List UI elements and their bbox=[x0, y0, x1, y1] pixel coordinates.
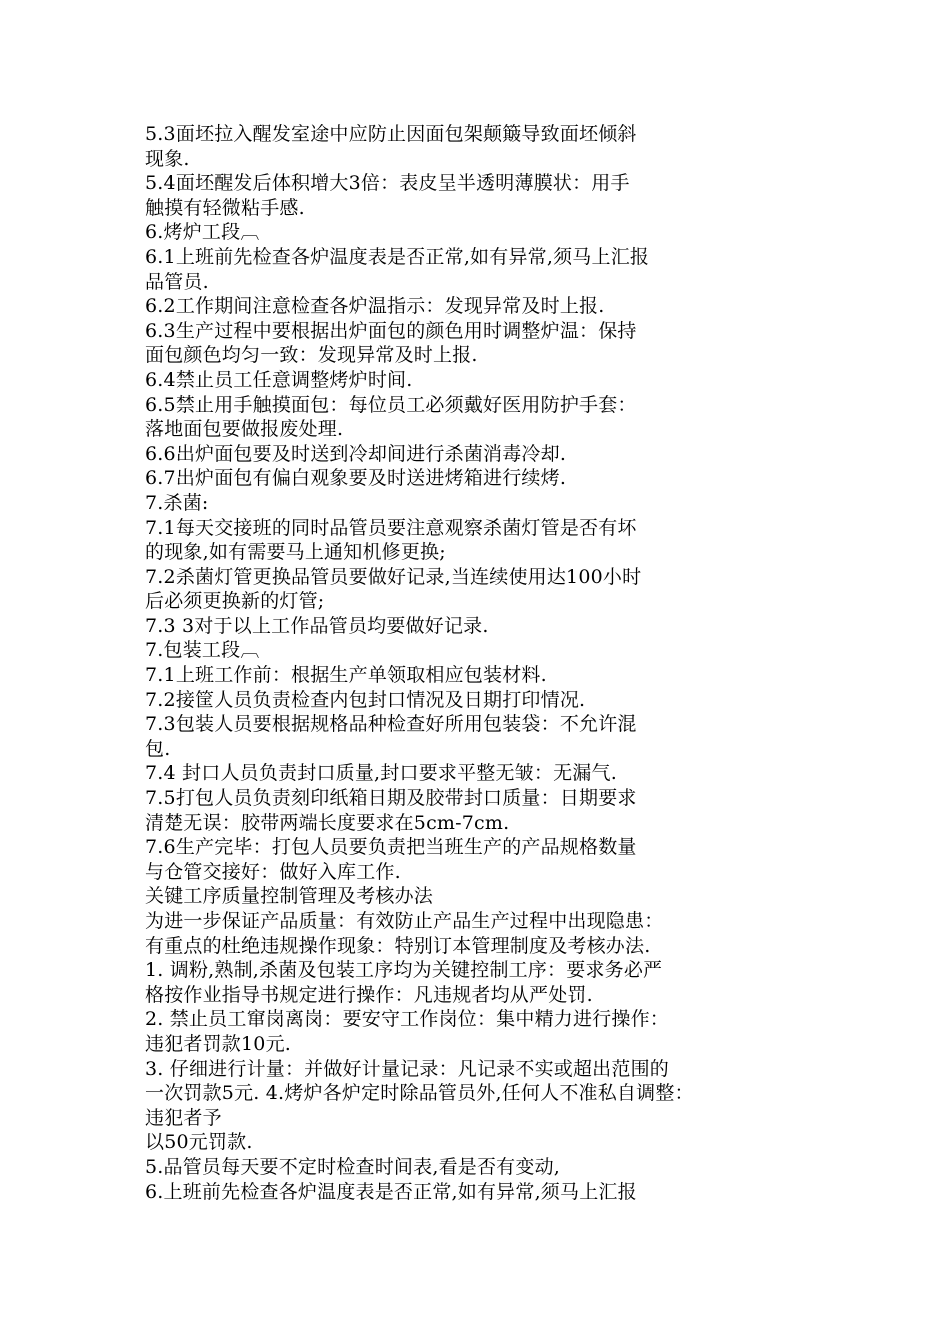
section-heading: 6.烤炉工段︹ bbox=[145, 221, 260, 244]
text-line: 为进一步保证产品质量：有效防止产品生产过程中出现隐患： bbox=[145, 910, 664, 932]
section-heading: 7.杀菌: bbox=[145, 491, 209, 514]
text-line: 6.上班前先检查各炉温度表是否正常,如有异常,须马上汇报 bbox=[145, 1180, 637, 1203]
text-line: 6.2工作期间注意检查各炉温指示：发现异常及时上报. bbox=[145, 295, 605, 318]
text-line: 落地面包要做报废处理. bbox=[145, 418, 344, 441]
text-line: 2. 禁止员工窜岗离岗：要安守工作岗位：集中精力进行操作： bbox=[145, 1008, 669, 1031]
text-line: 6.4禁止员工任意调整烤炉时间. bbox=[145, 368, 413, 391]
text-line: 包. bbox=[145, 737, 171, 760]
text-line: 6.7出炉面包有偏白观象要及时送进烤箱进行续烤. bbox=[145, 467, 567, 490]
text-line: 7.3包装人员要根据规格品种检查好所用包装袋：不允许混 bbox=[145, 713, 637, 736]
text-line: 6.1上班前先检查各炉温度表是否正常,如有异常,须马上汇报 bbox=[145, 245, 650, 268]
text-line: 后必须更换新的灯管; bbox=[145, 590, 325, 613]
text-line: 7.6生产完毕：打包人员要负责把当班生产的产品规格数量 bbox=[145, 836, 637, 859]
text-line: 1. 调粉,熟制,杀菌及包装工序均为关键控制工序：要求务必严 bbox=[145, 959, 663, 982]
text-line: 违犯者予 bbox=[145, 1106, 222, 1129]
section-heading: 7.包装工段︹ bbox=[145, 639, 260, 662]
text-line: 6.5禁止用手触摸面包：每位员工必须戴好医用防护手套： bbox=[145, 393, 637, 416]
text-line: 触摸有轻微粘手感. bbox=[145, 196, 305, 219]
text-line: 7.1上班工作前：根据生产单领取相应包装材料. bbox=[145, 664, 547, 687]
text-line: 6.3生产过程中要根据出炉面包的颜色用时调整炉温：保持 bbox=[145, 319, 637, 342]
text-line: 7.4 封口人员负责封口质量,封口要求平整无皱：无漏气. bbox=[145, 762, 617, 785]
text-line: 违犯者罚款10元. bbox=[145, 1032, 292, 1055]
text-line: 有重点的杜绝违规操作现象：特别订本管理制度及考核办法. bbox=[145, 934, 651, 957]
text-line: 7.2接筐人员负责检查内包封口情况及日期打印情况. bbox=[145, 688, 586, 711]
text-line: 7.1每天交接班的同时品管员要注意观察杀菌灯管是否有坏 bbox=[145, 516, 637, 539]
text-line: 7.5打包人员负责刻印纸箱日期及胶带封口质量：日期要求 bbox=[145, 787, 637, 810]
text-line: 5.4面坯醒发后体积增大3倍：表皮呈半透明薄膜状：用手 bbox=[145, 172, 630, 195]
text-line: 清楚无误：胶带两端长度要求在5cm-7cm. bbox=[145, 811, 510, 834]
text-line: 格按作业指导书规定进行操作：凡违规者均从严处罚. bbox=[145, 983, 593, 1006]
text-line: 6.6出炉面包要及时送到冷却间进行杀菌消毒冷却. bbox=[145, 442, 567, 465]
text-line: 与仓管交接好：做好入库工作. bbox=[145, 860, 401, 883]
text-line: 5.3面坯拉入醒发室途中应防止因面包架颠簸导致面坯倾斜 bbox=[145, 123, 637, 145]
text-line: 现象. bbox=[145, 147, 190, 170]
document-body bbox=[145, 122, 825, 1204]
text-line: 7.2杀菌灯管更换品管员要做好记录,当连续使用达100小时 bbox=[145, 565, 642, 588]
text-line: 的现象,如有需要马上通知机修更换; bbox=[145, 541, 446, 564]
text-line: 品管员. bbox=[145, 270, 209, 293]
section-heading: 关键工序质量控制管理及考核办法 bbox=[145, 885, 434, 908]
text-line: 面包颜色均匀一致：发现异常及时上报. bbox=[145, 344, 478, 367]
text-line: 一次罚款5元. 4.烤炉各炉定时除品管员外,任何人不准私自调整： bbox=[145, 1082, 694, 1105]
text-line: 以50元罚款. bbox=[145, 1131, 253, 1154]
text-line: 7.3 3对于以上工作品管员均要做好记录. bbox=[145, 614, 489, 637]
text-line: 5.品管员每天要不定时检查时间表,看是否有变动, bbox=[145, 1155, 561, 1178]
text-line: 3. 仔细进行计量：并做好计量记录：凡记录不实或超出范围的 bbox=[145, 1057, 669, 1080]
